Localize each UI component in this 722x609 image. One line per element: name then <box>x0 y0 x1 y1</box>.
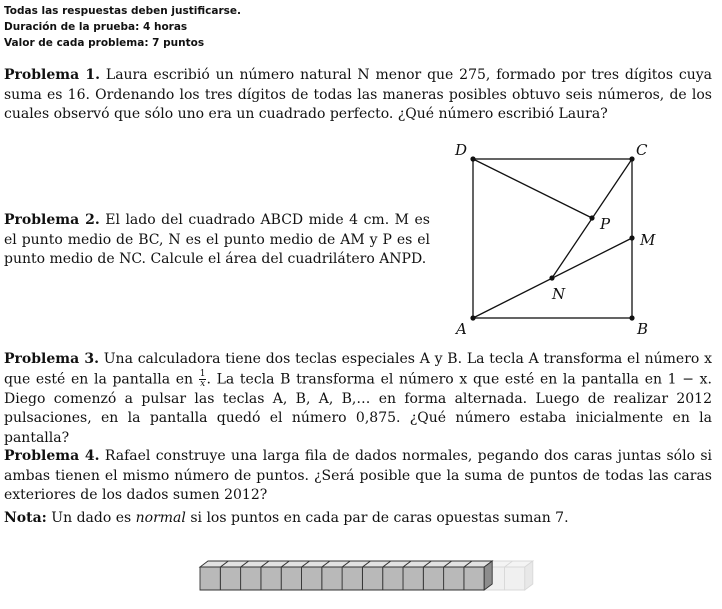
problem-2 <box>4 211 430 270</box>
die-top-face <box>342 561 370 567</box>
note-title: Nota: <box>4 510 47 526</box>
die-top-face <box>464 561 492 567</box>
die-front-face <box>241 567 261 590</box>
fraction-denominator: x <box>200 378 206 389</box>
die-side-face <box>484 561 492 590</box>
problem-1-text: Laura escribió un número natural N menor que 275, formado por tres dígitos cuya suma es 16. Ordenando los tres dígitos de todas las maneras posibles obtuvo seis números, de los cuales observó que sólo uno era un cuadrado perfecto. ¿Qué número escribió Laura? <box>4 67 712 122</box>
instruction-line-2: Duración de la prueba: 4 horas <box>4 21 188 33</box>
segment-am <box>473 238 632 318</box>
label-p: P <box>600 215 611 233</box>
problem-1 <box>4 66 712 125</box>
die-front-face <box>220 567 240 590</box>
die-top-face <box>200 561 228 567</box>
die-front-face <box>342 567 362 590</box>
die-top-face <box>241 561 269 567</box>
die-front-face <box>464 567 484 590</box>
problem-2-title: Problema 2. <box>4 212 100 228</box>
die-front-face <box>302 567 322 590</box>
problem-1-title: Problema 1. <box>4 67 101 83</box>
die-front-face <box>484 567 504 590</box>
die-front-face <box>505 567 525 590</box>
point-a <box>470 315 475 320</box>
note-emphasis: normal <box>135 510 186 526</box>
note <box>4 509 712 529</box>
problem-2-text: El lado del cuadrado ABCD mide 4 cm. M es el punto medio de BC, N es el punto medio de AM y P es el punto medio de NC. Calcule el área del cuadrilátero ANPD. <box>4 212 430 267</box>
die-top-face <box>505 561 533 567</box>
label-m: M <box>640 231 656 249</box>
problem-3 <box>4 350 712 448</box>
die-top-face <box>444 561 472 567</box>
note-text-b: si los puntos en cada par de caras opuestas suman 7. <box>190 510 569 526</box>
die-side-face <box>525 561 533 590</box>
die-front-face <box>261 567 281 590</box>
square-abcd <box>473 159 632 318</box>
label-b: B <box>637 320 649 338</box>
segment-nc <box>552 159 632 278</box>
die-top-face <box>423 561 451 567</box>
die-top-face <box>322 561 350 567</box>
die-front-face <box>403 567 423 590</box>
instructions-header <box>4 3 241 51</box>
die-top-face <box>362 561 390 567</box>
die-front-face <box>444 567 464 590</box>
problem-3-text-b: . La tecla B transforma el número x que esté en la pantalla en 1 − x. Diego comenzó a pulsar las teclas A, B, A, B,… en forma alternada. Luego de realizar 2012 pulsaciones, en la pantalla quedó el número 0,875. ¿Qué número estaba inicialmente en la pantalla? <box>4 371 713 446</box>
die-top-face <box>220 561 248 567</box>
die-top-face <box>261 561 289 567</box>
die-front-face <box>322 567 342 590</box>
problem-4 <box>4 447 712 506</box>
problem-4-title: Problema 4. <box>4 448 100 464</box>
fraction-numerator: 1 <box>199 368 206 379</box>
die-front-face <box>362 567 382 590</box>
point-p <box>589 215 594 220</box>
label-a: A <box>456 320 467 338</box>
point-d <box>470 156 475 161</box>
point-m <box>629 235 634 240</box>
problem-3-title: Problema 3. <box>4 351 99 367</box>
segment-dp <box>473 159 592 218</box>
die-front-face <box>200 567 220 590</box>
point-c <box>629 156 634 161</box>
problem-3-text-a: Una calculadora tiene dos teclas especiales A y B. La tecla A transforma el número x que esté en la pantalla en <box>4 351 712 387</box>
problem-4-text: Rafael construye una larga fila de dados normales, pegando dos caras juntas sólo si ambas tienen el mismo número de puntos. ¿Será posible que la suma de puntos de todas las caras exteriores de los dados sumen 2012? <box>4 448 712 503</box>
die-top-face <box>302 561 330 567</box>
point-b <box>629 315 634 320</box>
die-front-face <box>383 567 403 590</box>
label-n: N <box>552 285 566 303</box>
instruction-line-3: Valor de cada problema: 7 puntos <box>4 37 205 49</box>
die-top-face <box>281 561 309 567</box>
point-n <box>549 275 554 280</box>
die-top-face <box>383 561 411 567</box>
die-top-face <box>484 561 512 567</box>
die-top-face <box>403 561 431 567</box>
instruction-line-1: Todas las respuestas deben justificarse. <box>4 5 241 17</box>
label-d: D <box>455 141 468 159</box>
die-front-face <box>423 567 443 590</box>
die-front-face <box>281 567 301 590</box>
note-text-a: Un dado es <box>51 510 132 526</box>
label-c: C <box>636 141 648 159</box>
